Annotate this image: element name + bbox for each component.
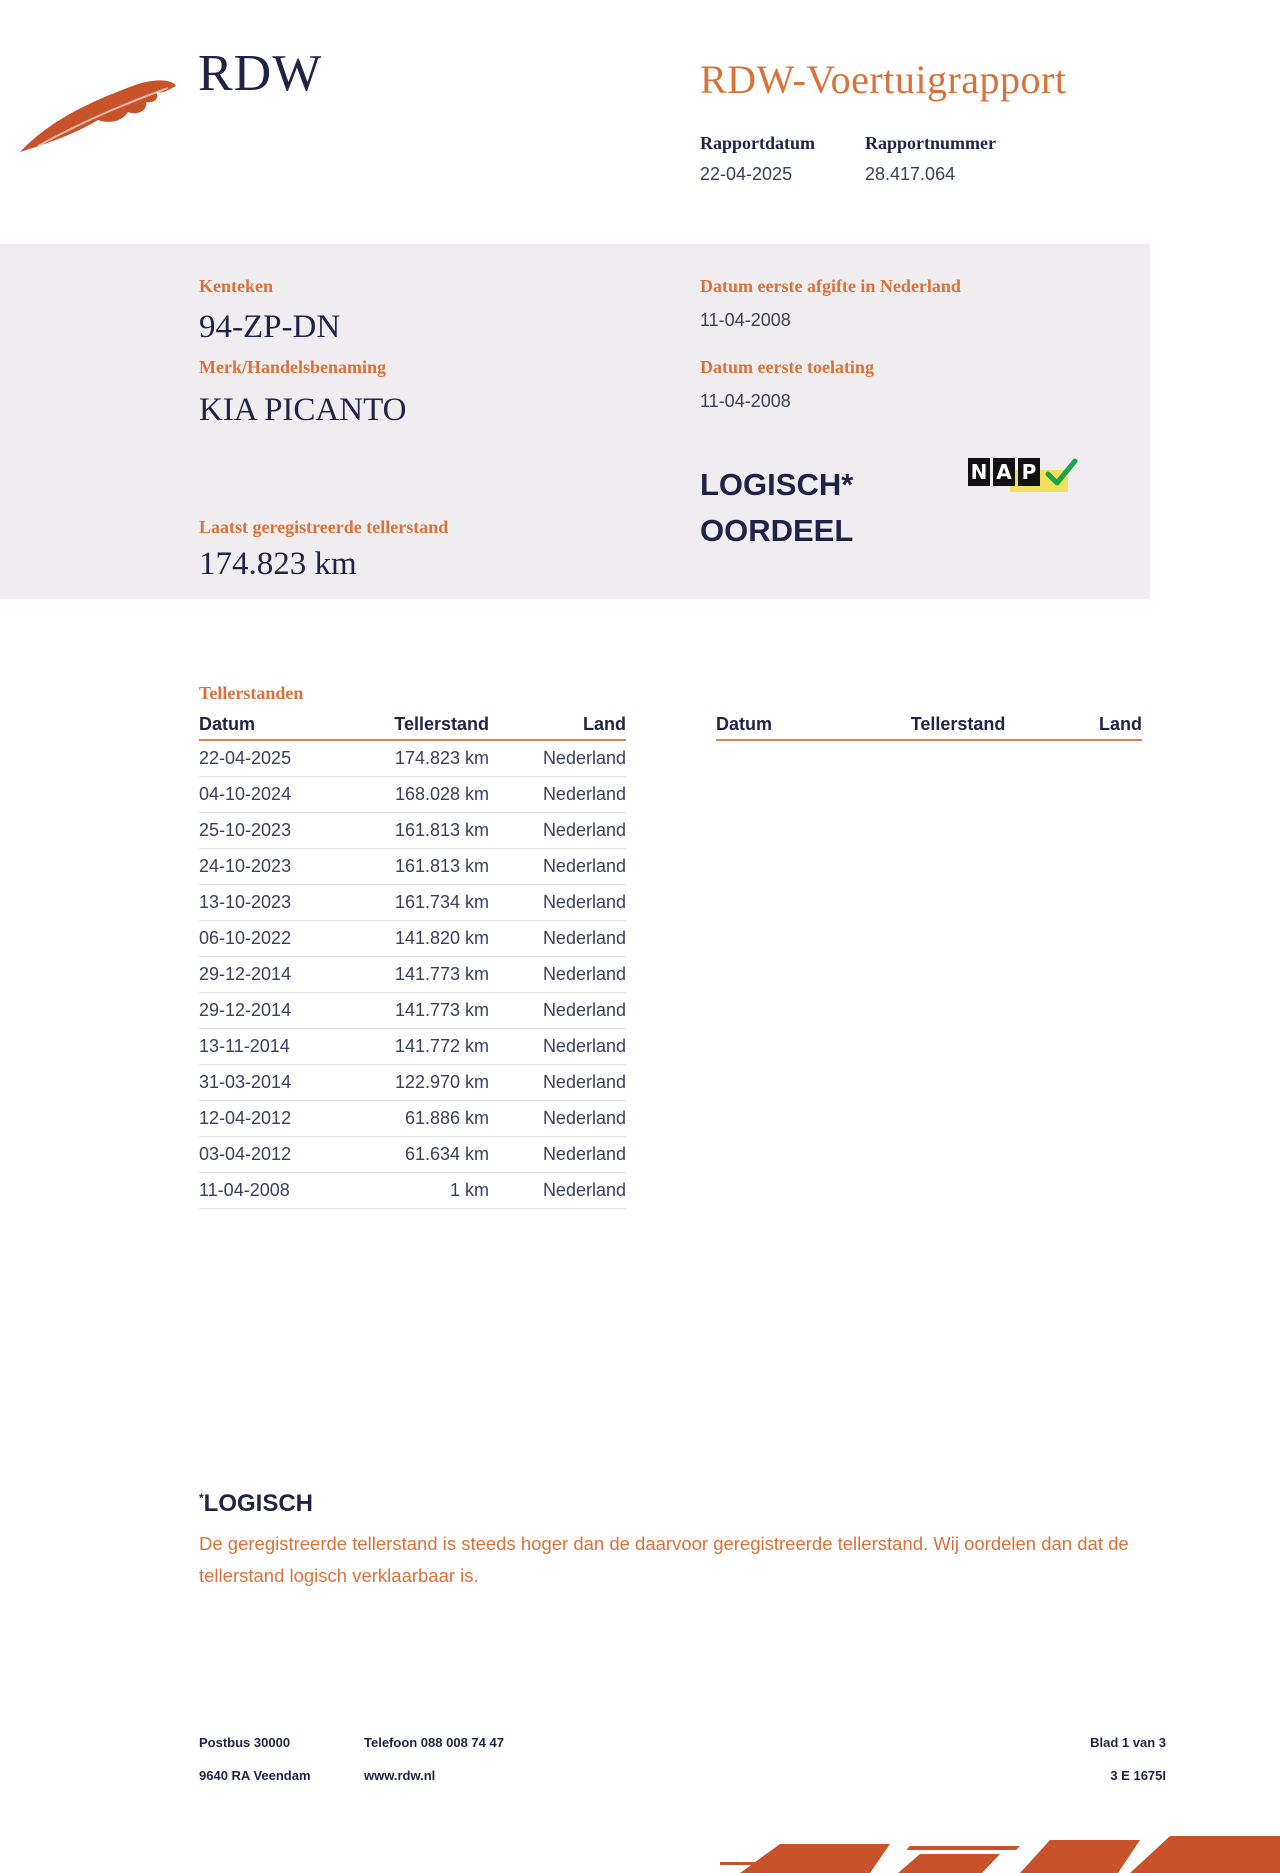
country-cell: Nederland <box>489 1065 626 1101</box>
date-cell: 24-10-2023 <box>199 849 349 885</box>
table-row <box>199 849 626 885</box>
table-row <box>199 957 626 993</box>
last-odometer-value: 174.823 km <box>199 546 357 582</box>
report-number: 28.417.064 <box>865 164 956 184</box>
first-admission-value: 11-04-2008 <box>700 391 791 411</box>
country-cell: Nederland <box>489 1173 626 1209</box>
verdict <box>700 462 853 554</box>
footer-website[interactable]: www.rdw.nl <box>364 1768 436 1783</box>
column-header: Tellerstand <box>866 712 1006 740</box>
first-issue-nl-value: 11-04-2008 <box>700 310 791 330</box>
odometer-cell: 141.773 km <box>349 993 489 1029</box>
table-header-row <box>199 712 626 740</box>
note-body: De geregistreerde tellerstand is steeds hoger dan de daarvoor geregistreerde tellerstand. Wij oordelen dan dat de tellerstand logisch verklaarbaar is. <box>199 1533 1129 1586</box>
date-cell: 13-10-2023 <box>199 885 349 921</box>
country-cell: Nederland <box>489 1137 626 1173</box>
nap-letter: A <box>993 458 1015 486</box>
table-row <box>199 921 626 957</box>
odometer-cell: 122.970 km <box>349 1065 489 1101</box>
date-cell: 22-04-2025 <box>199 740 349 777</box>
verdict-line2: OORDEEL <box>700 513 854 548</box>
first-issue-nl-label: Datum eerste afgifte in Nederland <box>700 276 961 296</box>
note-title-text: LOGISCH <box>203 1490 314 1517</box>
country-cell: Nederland <box>489 885 626 921</box>
country-cell: Nederland <box>489 813 626 849</box>
rdw-logo-icon <box>18 72 178 162</box>
country-cell: Nederland <box>489 993 626 1029</box>
date-cell: 12-04-2012 <box>199 1101 349 1137</box>
mileage-table-continued <box>716 712 1142 741</box>
plate-label: Kenteken <box>199 276 273 296</box>
date-cell: 04-10-2024 <box>199 777 349 813</box>
verdict-line1: LOGISCH* <box>700 467 854 502</box>
column-header: Tellerstand <box>349 712 489 740</box>
brand-name: RDW <box>198 45 323 102</box>
table-row <box>199 813 626 849</box>
make-label: Merk/Handelsbenaming <box>199 357 387 377</box>
country-cell: Nederland <box>489 1101 626 1137</box>
column-header: Datum <box>199 712 349 740</box>
odometer-cell: 168.028 km <box>349 777 489 813</box>
country-cell: Nederland <box>489 1029 626 1065</box>
country-cell: Nederland <box>489 740 626 777</box>
odometer-cell: 141.820 km <box>349 921 489 957</box>
report-title: RDW-Voertuigrapport <box>700 57 1067 102</box>
nap-letter: P <box>1018 458 1040 486</box>
footer-page: Blad 1 van 3 <box>1090 1735 1166 1750</box>
odometer-cell: 1 km <box>349 1173 489 1209</box>
nap-badge <box>966 456 1086 500</box>
table-row <box>199 993 626 1029</box>
last-odometer-label: Laatst geregistreerde tellerstand <box>199 517 449 537</box>
note-marker: * <box>199 1491 204 1505</box>
footer-address: 9640 RA Veendam <box>199 1768 311 1783</box>
odometer-cell: 161.813 km <box>349 849 489 885</box>
date-cell: 13-11-2014 <box>199 1029 349 1065</box>
column-header: Datum <box>716 712 866 740</box>
plate-value: 94-ZP-DN <box>199 309 341 345</box>
country-cell: Nederland <box>489 957 626 993</box>
odometer-cell: 61.634 km <box>349 1137 489 1173</box>
table-header-row <box>716 712 1142 740</box>
odometer-cell: 161.734 km <box>349 885 489 921</box>
odometer-cell: 161.813 km <box>349 813 489 849</box>
nap-letter: N <box>968 458 990 486</box>
table-row <box>199 1029 626 1065</box>
country-cell: Nederland <box>489 849 626 885</box>
odometer-cell: 141.772 km <box>349 1029 489 1065</box>
checkmark-icon <box>1044 456 1078 490</box>
vehicle-info-panel <box>0 244 1150 599</box>
first-admission-label: Datum eerste toelating <box>700 357 874 377</box>
date-cell: 29-12-2014 <box>199 993 349 1029</box>
date-cell: 25-10-2023 <box>199 813 349 849</box>
date-cell: 06-10-2022 <box>199 921 349 957</box>
make-value: KIA PICANTO <box>199 392 407 428</box>
country-cell: Nederland <box>489 921 626 957</box>
mileage-table-title: Tellerstanden <box>199 683 304 703</box>
date-cell: 03-04-2012 <box>199 1137 349 1173</box>
table-row <box>199 1065 626 1101</box>
report-date-label: Rapportdatum <box>700 133 816 153</box>
date-cell: 11-04-2008 <box>199 1173 349 1209</box>
table-row <box>199 885 626 921</box>
report-date: 22-04-2025 <box>700 164 793 184</box>
odometer-cell: 141.773 km <box>349 957 489 993</box>
footer-phone: Telefoon 088 008 74 47 <box>364 1735 504 1750</box>
decorative-stripes-icon <box>720 1832 1280 1873</box>
table-row <box>199 777 626 813</box>
footer-postbus: Postbus 30000 <box>199 1735 291 1750</box>
column-header: Land <box>1005 712 1142 740</box>
table-row <box>199 1101 626 1137</box>
table-row <box>199 740 626 777</box>
report-number-label: Rapportnummer <box>865 133 996 153</box>
odometer-cell: 174.823 km <box>349 740 489 777</box>
column-header: Land <box>489 712 626 740</box>
table-row <box>199 1173 626 1209</box>
footer-code: 3 E 1675I <box>1110 1768 1166 1783</box>
mileage-table <box>199 712 626 1209</box>
table-row <box>199 1137 626 1173</box>
date-cell: 29-12-2014 <box>199 957 349 993</box>
note-title <box>199 1490 313 1518</box>
odometer-cell: 61.886 km <box>349 1101 489 1137</box>
country-cell: Nederland <box>489 777 626 813</box>
date-cell: 31-03-2014 <box>199 1065 349 1101</box>
